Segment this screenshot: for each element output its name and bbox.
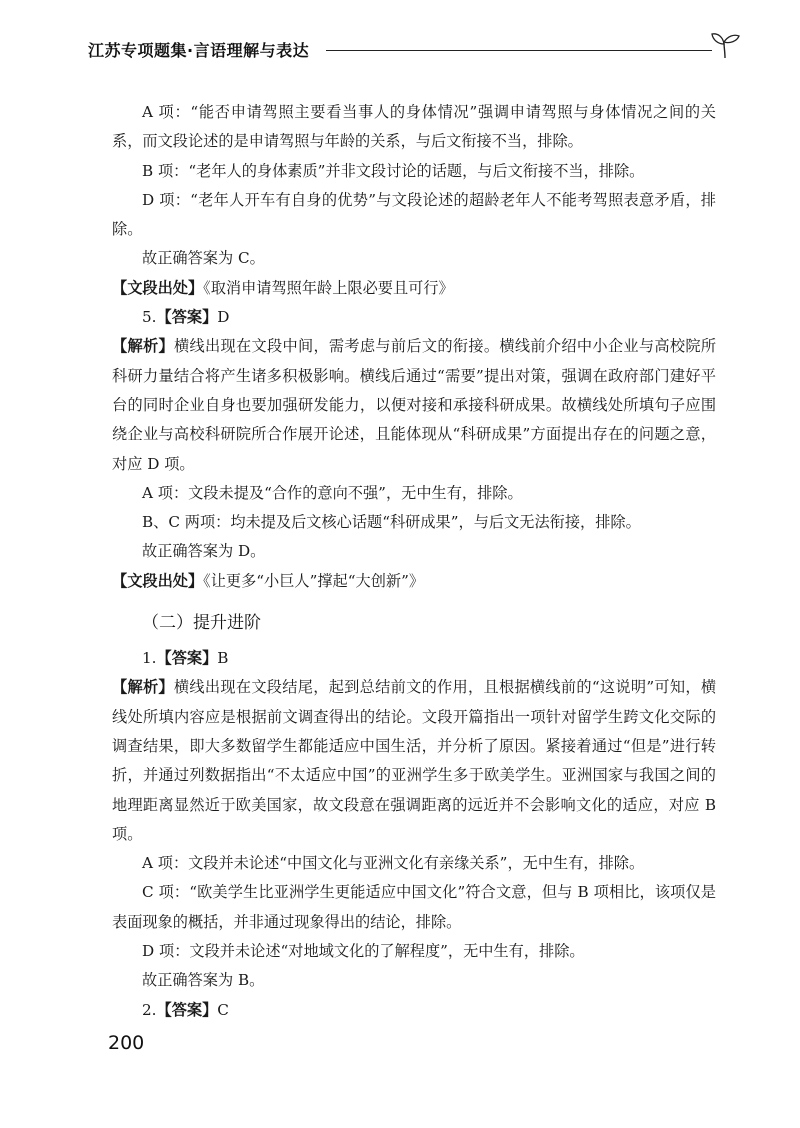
question-number: 1.: [142, 649, 157, 668]
option-b-explanation: B 项：“老年人的身体素质”并非文段讨论的话题，与后文衔接不当，排除。: [142, 161, 645, 180]
source-label: 【文段出处】: [112, 571, 204, 590]
answer-value: B: [217, 649, 229, 668]
answer-conclusion: 故正确答案为 D。: [142, 542, 266, 561]
answer-label: 【答案】: [156, 649, 218, 668]
option-c-explanation: C 项：“欧美学生比亚洲学生更能适应中国文化”符合文意，但与 B 项相比，该项仅是表面现象的概括，并非通过现象得出的结论，排除。: [112, 883, 716, 931]
analysis-paragraph: [112, 332, 716, 478]
analysis-text: 横线出现在文段中间，需考虑与前后文的衔接。横线前介绍中小企业与高校院所科研力量结合将产生诸多积极影响。横线后通过“需要”提出对策，强调在政府部门建好平台的同时企业自身也要加强研发能力，以便对接和承接科研成果。故横线处所填句子应围绕企业与高校科研院所合作展开论述，且能体现从“科研成果”方面提出存在的问题之意，对应 D 项。: [112, 337, 717, 473]
analysis-text: 横线出现在文段结尾，起到总结前文的作用，且根据横线前的“这说明”可知，横线处所填内容应是根据前文调查得出的结论。文段开篇指出一项针对留学生跨文化交际的调查结果，即大多数留学生都能适应中国生活，并分析了原因。紧接着通过“但是”进行转折，并通过列数据指出“不太适应中国”的亚洲学生多于欧美学生。亚洲国家与我国之间的地理距离显然近于欧美国家，故文段意在强调距离的远近并不会影响文化的适应，对应 B 项。: [112, 678, 717, 843]
answer-label: 【答案】: [156, 1000, 218, 1019]
analysis-label: 【解析】: [112, 678, 174, 697]
question-number: 2.: [142, 1000, 157, 1019]
header-title: 江苏专项题集·言语理解与表达: [88, 41, 310, 60]
answer-conclusion: 故正确答案为 B。: [142, 971, 265, 990]
answer-label: 【答案】: [156, 308, 218, 327]
answer-value: C: [217, 1000, 229, 1019]
answer-value: D: [217, 308, 230, 327]
option-a-explanation: A 项：文段未提及“合作的意向不强”，无中生有，排除。: [142, 483, 523, 502]
analysis-label: 【解析】: [112, 337, 174, 356]
question-number: 5.: [142, 308, 157, 327]
source-line: [112, 274, 716, 303]
answer-conclusion: 故正确答案为 C。: [142, 249, 265, 268]
option-d-explanation: D 项：文段并未论述“对地域文化的了解程度”，无中生有，排除。: [142, 942, 585, 961]
source-title: 《让更多“小巨人”撑起“大创新”》: [203, 571, 425, 590]
question-answer-line: [112, 996, 716, 1025]
question-answer-line: [112, 644, 716, 673]
page-body: [112, 98, 716, 1025]
question-answer-line: [112, 303, 716, 332]
header-rule: [326, 50, 712, 51]
source-label: 【文段出处】: [112, 278, 204, 297]
section-heading: （二）提升进阶: [142, 613, 261, 634]
page-number: 200: [108, 1032, 145, 1054]
option-a-explanation: A 项：文段并未论述“中国文化与亚洲文化有亲缘关系”，无中生有，排除。: [142, 854, 645, 873]
source-line: [112, 567, 716, 596]
source-title: 《取消申请驾照年龄上限必要且可行》: [203, 278, 454, 297]
option-bc-explanation: B、C 两项：均未提及后文核心话题“科研成果”，与后文无法衔接，排除。: [142, 513, 641, 532]
sprout-icon: [708, 28, 742, 62]
running-header: [88, 28, 728, 68]
option-a-explanation: A 项：“能否申请驾照主要看当事人的身体情况”强调申请驾照与身体情况之间的关系，而文段论述的是申请驾照与年龄的关系，与后文衔接不当，排除。: [112, 103, 716, 151]
option-d-explanation: D 项：“老年人开车有自身的优势”与文段论述的超龄老年人不能考驾照表意矛盾，排除。: [112, 190, 716, 239]
analysis-paragraph: [112, 673, 716, 849]
